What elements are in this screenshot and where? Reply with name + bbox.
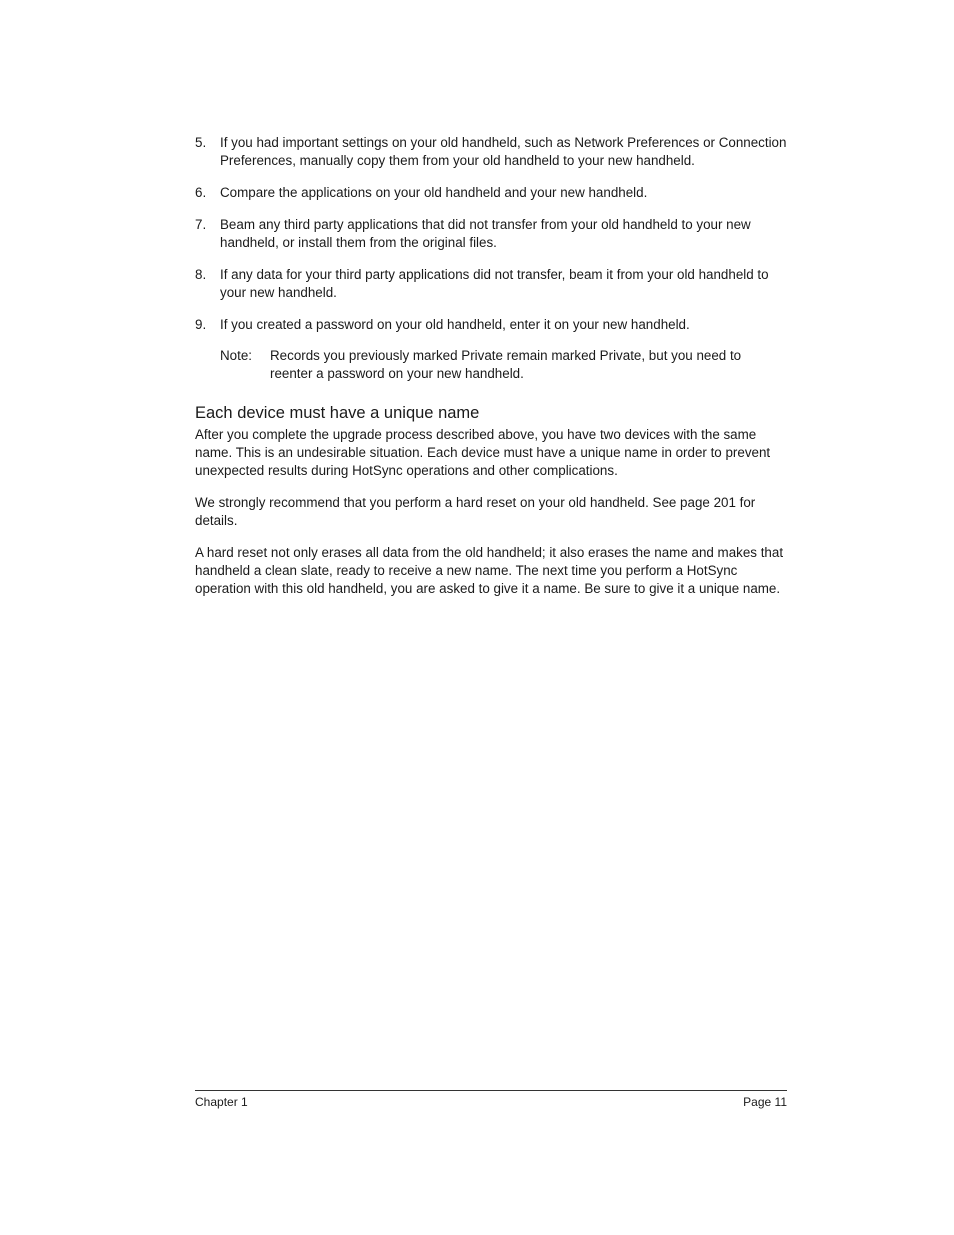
list-item <box>195 184 787 202</box>
step-text: If you created a password on your old handheld, enter it on your new handheld. <box>220 317 690 332</box>
step-text: Compare the applications on your old handheld and your new handheld. <box>220 185 648 200</box>
step-number: 6. <box>195 185 207 200</box>
step-number: 9. <box>195 317 207 332</box>
footer-page-number: Page 11 <box>743 1095 787 1109</box>
step-number: 5. <box>195 135 207 150</box>
section-heading: Each device must have a unique name <box>195 404 480 422</box>
paragraph: A hard reset not only erases all data from the old handheld; it also erases the name and makes that handheld a clean slate, ready to receive a new name. The next time you perform a HotSync operation with this old handheld, you are asked to give it a name. Be sure to give it a unique name. <box>195 545 784 596</box>
step-text: If any data for your third party applications did not transfer, beam it from your old handheld to your new handheld. <box>220 267 769 300</box>
note <box>220 347 787 383</box>
step-text: Beam any third party applications that did not transfer from your old handheld to your new handheld, or install them from the original files. <box>220 217 751 250</box>
list-item <box>195 266 787 302</box>
step-text: If you had important settings on your old handheld, such as Network Preferences or Connection Preferences, manually copy them from your old handheld to your new handheld. <box>220 135 787 168</box>
paragraph: After you complete the upgrade process described above, you have two devices with the same name. This is an undesirable situation. Each device must have a unique name in order to prevent unexpected results during HotSync operations and other complications. <box>195 427 771 478</box>
note-text: Records you previously marked Private remain marked Private, but you need to reenter a password on your new handheld. <box>270 348 742 381</box>
list-item <box>195 316 787 334</box>
list-item <box>195 216 787 252</box>
footer-chapter: Chapter 1 <box>195 1095 248 1109</box>
page-footer <box>195 1090 787 1109</box>
paragraph: We strongly recommend that you perform a hard reset on your old handheld. See page 201 for details. <box>195 495 756 528</box>
list-item <box>195 134 787 170</box>
page-content <box>195 134 787 612</box>
step-number: 8. <box>195 267 207 282</box>
note-label: Note: <box>220 348 253 363</box>
step-number: 7. <box>195 217 207 232</box>
